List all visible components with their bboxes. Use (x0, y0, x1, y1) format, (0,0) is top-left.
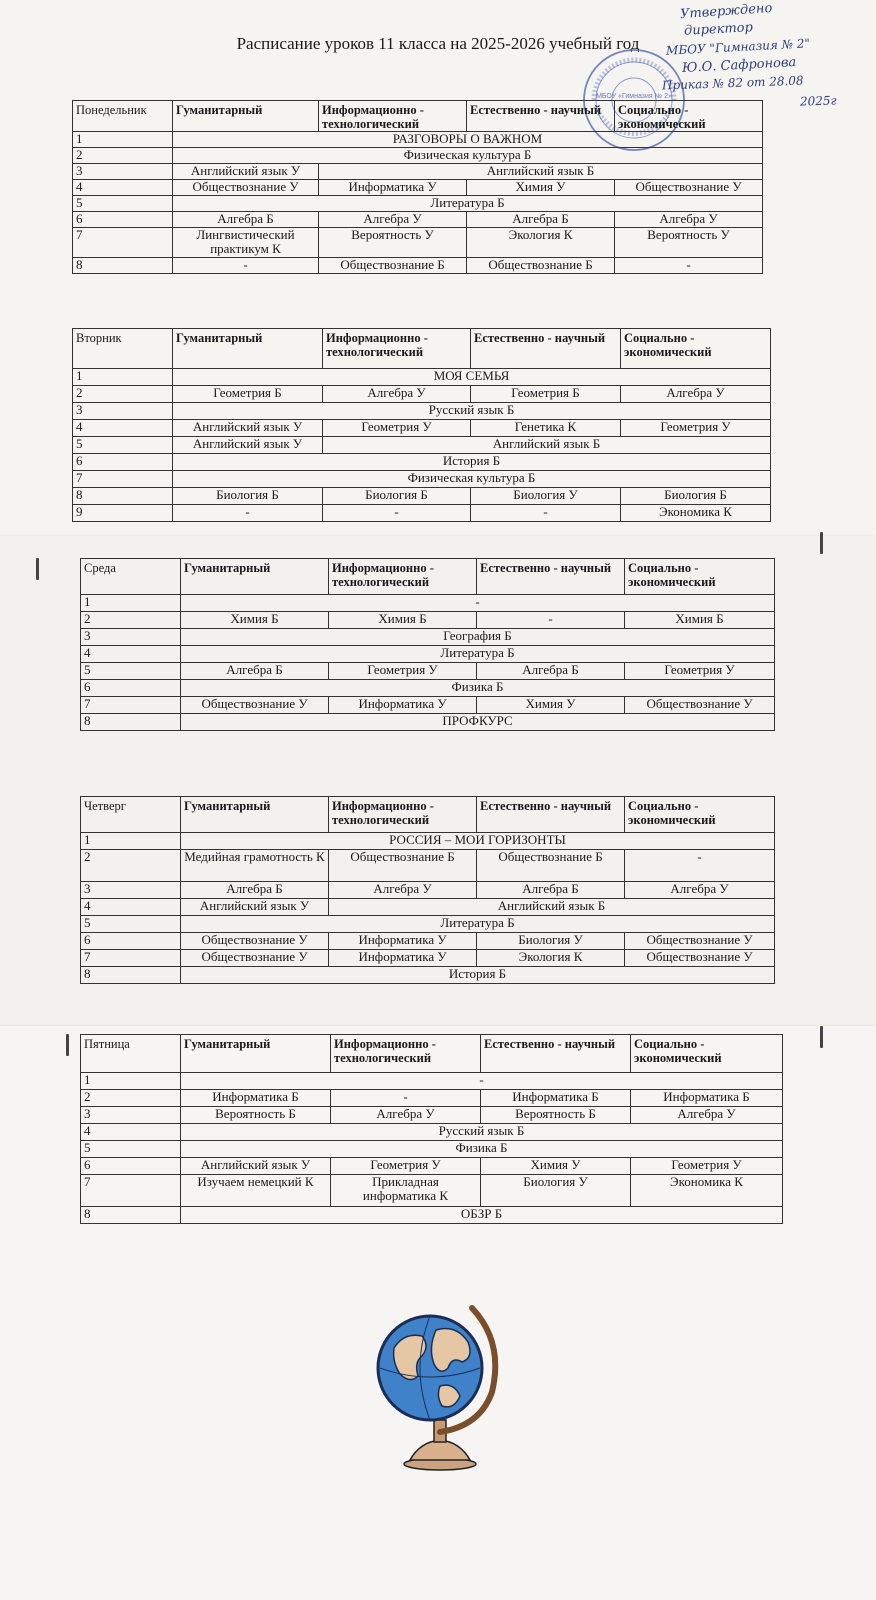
binder-mark (66, 1034, 69, 1056)
lesson-number: 1 (81, 833, 181, 850)
binder-mark (820, 1026, 823, 1048)
lesson-cell: - (625, 850, 775, 882)
timetable-day-1 (72, 100, 763, 274)
column-header: Гуманитарный (181, 797, 329, 833)
lesson-row (81, 595, 775, 612)
lesson-row (73, 420, 771, 437)
lesson-row (73, 471, 771, 488)
lesson-cell-all: ОБЗР Б (181, 1207, 783, 1224)
lesson-number: 3 (73, 403, 173, 420)
lesson-number: 1 (73, 369, 173, 386)
day-name: Четверг (81, 797, 181, 833)
lesson-cell: Информатика У (329, 950, 477, 967)
lesson-row (81, 1141, 783, 1158)
approval-line-6: 2025г (799, 93, 837, 109)
column-header: Гуманитарный (181, 1035, 331, 1073)
lesson-row (73, 454, 771, 471)
lesson-number: 5 (81, 663, 181, 680)
lesson-cell: Биология У (477, 933, 625, 950)
lesson-cell: Биология У (481, 1175, 631, 1207)
lesson-cell: - (323, 505, 471, 522)
lesson-cell: Изучаем немецкий К (181, 1175, 331, 1207)
lesson-row (81, 933, 775, 950)
header-row (73, 329, 771, 369)
column-header: Социально - экономический (625, 797, 775, 833)
lesson-cell: Обществознание У (615, 180, 763, 196)
lesson-cell: Алгебра У (625, 882, 775, 899)
lesson-cell: Геометрия У (631, 1158, 783, 1175)
day-name: Понедельник (73, 101, 173, 132)
lesson-cell-all: Литература Б (173, 196, 763, 212)
lesson-cell: Алгебра У (323, 386, 471, 403)
lesson-cell: - (615, 258, 763, 274)
lesson-row (81, 833, 775, 850)
header-row (73, 101, 763, 132)
timetable-day-4 (80, 796, 775, 984)
lesson-cell: Химия Б (181, 612, 329, 629)
timetable-day-5 (80, 1034, 783, 1224)
lesson-cell: Информатика Б (631, 1090, 783, 1107)
lesson-number: 2 (81, 612, 181, 629)
lesson-row (81, 1207, 783, 1224)
lesson-number: 8 (81, 714, 181, 731)
globe-icon (370, 1302, 510, 1472)
lesson-number: 6 (81, 933, 181, 950)
lesson-cell: Английский язык У (173, 420, 323, 437)
lesson-number: 5 (81, 916, 181, 933)
column-header: Информационно - технологический (331, 1035, 481, 1073)
lesson-number: 4 (73, 180, 173, 196)
lesson-number: 8 (73, 488, 173, 505)
column-header: Информационно - технологический (329, 797, 477, 833)
lesson-row (73, 180, 763, 196)
lesson-cell: Биология Б (323, 488, 471, 505)
lesson-number: 6 (81, 1158, 181, 1175)
lesson-row (81, 663, 775, 680)
lesson-cell-all: РАЗГОВОРЫ О ВАЖНОМ (173, 132, 763, 148)
lesson-number: 6 (73, 454, 173, 471)
lesson-cell-all: Литература Б (181, 646, 775, 663)
lesson-cell: Химия У (481, 1158, 631, 1175)
lesson-cell: Экономика К (631, 1175, 783, 1207)
lesson-cell: Обществознание У (173, 180, 319, 196)
lesson-number: 6 (81, 680, 181, 697)
day-name: Среда (81, 559, 181, 595)
lesson-row (73, 228, 763, 258)
timetable-day-3 (80, 558, 775, 731)
lesson-number: 2 (73, 386, 173, 403)
lesson-cell-all: Физика Б (181, 680, 775, 697)
lesson-cell: Обществознание Б (467, 258, 615, 274)
lesson-cell-merged: Английский язык Б (319, 164, 763, 180)
column-header: Естественно - научный (477, 797, 625, 833)
lesson-number: 2 (81, 1090, 181, 1107)
lesson-row (81, 950, 775, 967)
header-row (81, 559, 775, 595)
lesson-cell: Алгебра Б (477, 663, 625, 680)
lesson-row (81, 850, 775, 882)
lesson-row (81, 899, 775, 916)
lesson-cell: Обществознание Б (329, 850, 477, 882)
binder-mark (820, 532, 823, 554)
lesson-cell: Вероятность Б (481, 1107, 631, 1124)
lesson-row (73, 505, 771, 522)
lesson-number: 4 (81, 899, 181, 916)
lesson-cell: Обществознание У (625, 697, 775, 714)
lesson-cell: Геометрия У (329, 663, 477, 680)
lesson-number: 7 (81, 1175, 181, 1207)
lesson-cell-merged: Английский язык Б (323, 437, 771, 454)
day-name: Пятница (81, 1035, 181, 1073)
column-header: Социально - экономический (625, 559, 775, 595)
column-header: Гуманитарный (181, 559, 329, 595)
lesson-cell: Химия Б (625, 612, 775, 629)
lesson-number: 7 (73, 228, 173, 258)
lesson-cell: Геометрия Б (471, 386, 621, 403)
column-header: Гуманитарный (173, 329, 323, 369)
lesson-number: 8 (81, 1207, 181, 1224)
lesson-row (81, 1090, 783, 1107)
lesson-cell: - (471, 505, 621, 522)
lesson-row (81, 967, 775, 984)
lesson-row (73, 488, 771, 505)
lesson-cell-all: География Б (181, 629, 775, 646)
lesson-number: 3 (81, 629, 181, 646)
approval-line-2: директор (683, 20, 754, 39)
lesson-cell: Экономика К (621, 505, 771, 522)
column-header: Гуманитарный (173, 101, 319, 132)
lesson-cell-all: Литература Б (181, 916, 775, 933)
header-row (81, 797, 775, 833)
day-name: Вторник (73, 329, 173, 369)
column-header: Естественно - научный (481, 1035, 631, 1073)
lesson-cell: Обществознание У (625, 933, 775, 950)
lesson-number: 8 (81, 967, 181, 984)
lesson-cell: Английский язык У (181, 899, 329, 916)
lesson-cell: Геометрия У (331, 1158, 481, 1175)
lesson-row (73, 403, 771, 420)
lesson-row (73, 148, 763, 164)
lesson-row (81, 916, 775, 933)
lesson-cell: Вероятность У (615, 228, 763, 258)
lesson-cell: Английский язык У (181, 1158, 331, 1175)
binder-mark (36, 558, 39, 580)
lesson-cell: Обществознание У (181, 950, 329, 967)
lesson-number: 4 (81, 1124, 181, 1141)
lesson-cell: Обществознание Б (477, 850, 625, 882)
lesson-row (81, 697, 775, 714)
lesson-cell: Алгебра Б (181, 882, 329, 899)
lesson-row (73, 437, 771, 454)
lesson-cell: Информатика Б (181, 1090, 331, 1107)
column-header: Естественно - научный (477, 559, 625, 595)
lesson-number: 3 (81, 1107, 181, 1124)
lesson-cell-all: История Б (181, 967, 775, 984)
lesson-cell: Английский язык У (173, 164, 319, 180)
lesson-number: 8 (73, 258, 173, 274)
lesson-cell: Алгебра У (329, 882, 477, 899)
lesson-number: 2 (73, 148, 173, 164)
column-header: Информационно - технологический (323, 329, 471, 369)
lesson-cell: Обществознание У (181, 697, 329, 714)
lesson-cell: - (173, 505, 323, 522)
column-header: Информационно - технологический (319, 101, 467, 132)
lesson-number: 3 (81, 882, 181, 899)
lesson-cell: Биология Б (621, 488, 771, 505)
lesson-number: 2 (81, 850, 181, 882)
lesson-cell-all: Русский язык Б (181, 1124, 783, 1141)
lesson-cell-all: Русский язык Б (173, 403, 771, 420)
handwritten-approval (660, 0, 876, 112)
approval-line-4: Ю.О. Сафронова (681, 55, 797, 76)
lesson-cell-all: - (181, 1073, 783, 1090)
column-header: Социально - экономический (631, 1035, 783, 1073)
lesson-cell: Вероятность Б (181, 1107, 331, 1124)
column-header: Социально - экономический (615, 101, 763, 132)
lesson-row (81, 714, 775, 731)
lesson-number: 1 (73, 132, 173, 148)
lesson-cell: Алгебра У (331, 1107, 481, 1124)
lesson-row (73, 386, 771, 403)
lesson-row (81, 612, 775, 629)
lesson-cell: Алгебра Б (477, 882, 625, 899)
lesson-cell: Генетика К (471, 420, 621, 437)
lesson-row (81, 680, 775, 697)
lesson-cell: Алгебра Б (173, 212, 319, 228)
lesson-cell-all: Физическая культура Б (173, 471, 771, 488)
lesson-number: 7 (73, 471, 173, 488)
header-row (81, 1035, 783, 1073)
lesson-cell: Геометрия У (621, 420, 771, 437)
column-header: Естественно - научный (471, 329, 621, 369)
lesson-cell: Экология К (477, 950, 625, 967)
lesson-number: 5 (73, 437, 173, 454)
lesson-row (73, 212, 763, 228)
lesson-cell-all: Физическая культура Б (173, 148, 763, 164)
lesson-cell: Обществознание У (625, 950, 775, 967)
lesson-cell-all: Физика Б (181, 1141, 783, 1158)
lesson-row (81, 1124, 783, 1141)
lesson-row (81, 1073, 783, 1090)
approval-line-1: Утверждено (679, 0, 773, 23)
lesson-number: 3 (73, 164, 173, 180)
lesson-cell: Алгебра Б (181, 663, 329, 680)
lesson-cell: - (477, 612, 625, 629)
lesson-row (73, 164, 763, 180)
lesson-cell: Химия У (477, 697, 625, 714)
lesson-cell: Биология Б (173, 488, 323, 505)
lesson-cell: Алгебра У (631, 1107, 783, 1124)
lesson-cell: Геометрия Б (173, 386, 323, 403)
lesson-cell: Химия У (467, 180, 615, 196)
lesson-number: 6 (73, 212, 173, 228)
lesson-number: 1 (81, 595, 181, 612)
lesson-cell-merged: Английский язык Б (329, 899, 775, 916)
lesson-cell: Алгебра У (621, 386, 771, 403)
lesson-number: 4 (81, 646, 181, 663)
lesson-row (73, 258, 763, 274)
lesson-cell-all: История Б (173, 454, 771, 471)
lesson-cell: Алгебра У (615, 212, 763, 228)
lesson-cell: Информатика У (319, 180, 467, 196)
lesson-cell-all: РОССИЯ – МОИ ГОРИЗОНТЫ (181, 833, 775, 850)
approval-line-5: Приказ № 82 от 28.08 (661, 73, 804, 93)
lesson-cell: Обществознание У (181, 933, 329, 950)
lesson-number: 5 (81, 1141, 181, 1158)
lesson-cell-all: ПРОФКУРС (181, 714, 775, 731)
column-header: Социально - экономический (621, 329, 771, 369)
lesson-cell-all: - (181, 595, 775, 612)
lesson-cell: - (173, 258, 319, 274)
lesson-cell: Биология У (471, 488, 621, 505)
lesson-row (73, 132, 763, 148)
lesson-row (73, 196, 763, 212)
lesson-cell: Информатика Б (481, 1090, 631, 1107)
timetable-day-2 (72, 328, 771, 522)
lesson-cell: Химия Б (329, 612, 477, 629)
column-header: Естественно - научный (467, 101, 615, 132)
lesson-row (81, 1158, 783, 1175)
lesson-cell: Геометрия У (323, 420, 471, 437)
lesson-cell: Алгебра Б (467, 212, 615, 228)
lesson-cell: Экология К (467, 228, 615, 258)
lesson-cell: Геометрия У (625, 663, 775, 680)
lesson-cell: Алгебра У (319, 212, 467, 228)
lesson-number: 7 (81, 697, 181, 714)
lesson-cell: Вероятность У (319, 228, 467, 258)
lesson-row (81, 1107, 783, 1124)
stamp-text: МБОУ «Гимназия № 2» (596, 93, 672, 100)
lesson-row (81, 1175, 783, 1207)
lesson-cell: Английский язык У (173, 437, 323, 454)
lesson-number: 9 (73, 505, 173, 522)
lesson-number: 4 (73, 420, 173, 437)
lesson-row (81, 629, 775, 646)
lesson-row (81, 882, 775, 899)
lesson-row (73, 369, 771, 386)
lesson-cell: Обществознание Б (319, 258, 467, 274)
lesson-number: 1 (81, 1073, 181, 1090)
lesson-cell: Информатика У (329, 933, 477, 950)
lesson-number: 5 (73, 196, 173, 212)
approval-line-3: МБОУ "Гимназия № 2" (665, 36, 811, 58)
lesson-cell: Информатика У (329, 697, 477, 714)
column-header: Информационно - технологический (329, 559, 477, 595)
document-title: Расписание уроков 11 класса на 2025-2026 учебный год (236, 34, 640, 53)
lesson-cell-all: МОЯ СЕМЬЯ (173, 369, 771, 386)
lesson-cell: Лингвистический практикум К (173, 228, 319, 258)
lesson-number: 7 (81, 950, 181, 967)
lesson-cell: - (331, 1090, 481, 1107)
lesson-row (81, 646, 775, 663)
lesson-cell: Прикладная информатика К (331, 1175, 481, 1207)
lesson-cell: Медийная грамотность К (181, 850, 329, 882)
